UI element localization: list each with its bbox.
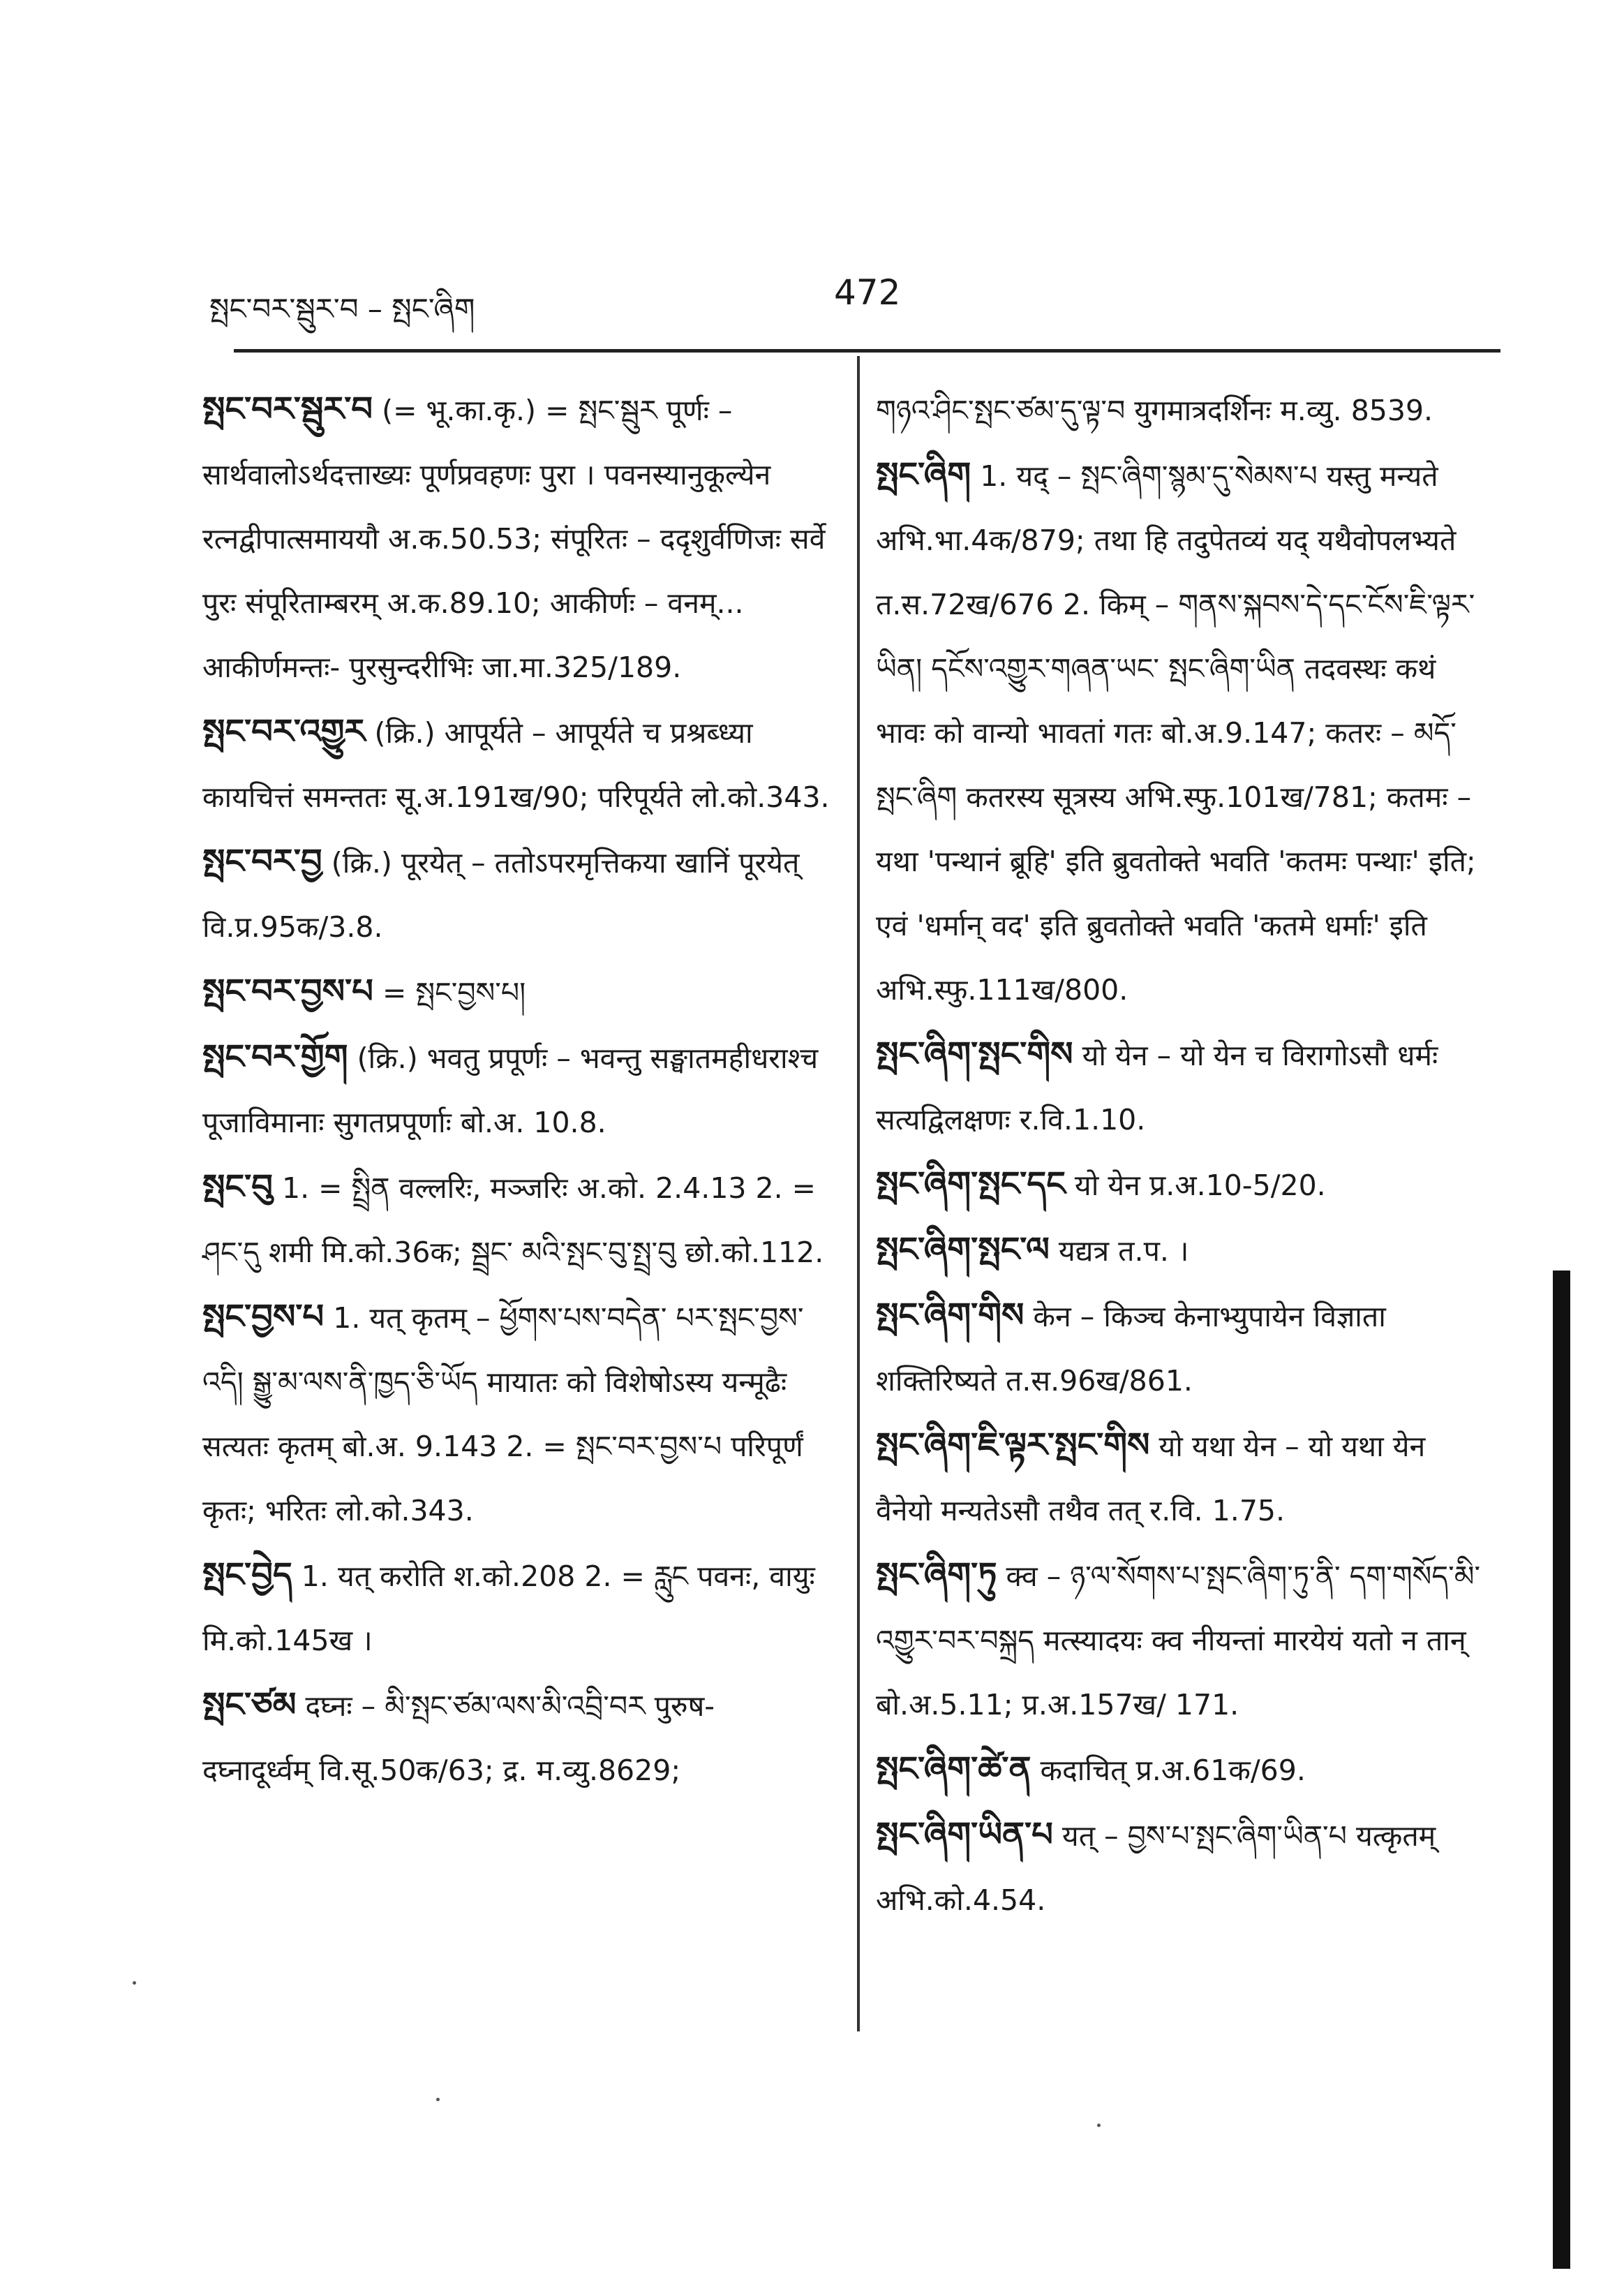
- dictionary-entry: [202, 699, 830, 829]
- dictionary-entry: [202, 1155, 830, 1284]
- dictionary-entry: [202, 1673, 830, 1802]
- scan-edge-shadow: [1553, 1271, 1570, 2269]
- headword: སྤང་ཞིག་སྤང་ལ: [876, 1230, 1050, 1269]
- headword: སྤང་ཞིག་སྤང་གིས: [876, 1035, 1073, 1074]
- scan-speck: [133, 1981, 136, 1985]
- scan-speck: [436, 2098, 440, 2101]
- dictionary-entry: [876, 443, 1487, 1022]
- right-column: [876, 377, 1487, 1932]
- dictionary-entry: [202, 1025, 830, 1155]
- scan-speck: [1097, 2124, 1101, 2127]
- headword: སྤང་ཞིག་ཡིན་པ: [876, 1815, 1053, 1854]
- headword: སྤང་ཞིག་ཇི་ལྟར་སྤང་གིས: [876, 1425, 1150, 1465]
- headword: སྤང་བྱེད: [202, 1555, 292, 1594]
- headword: སྤང་ཙམ: [202, 1685, 297, 1724]
- headword: སྤང་བར་འགྱུར: [202, 712, 366, 751]
- dictionary-entry: [202, 829, 830, 959]
- headword: སྤང་བར་སྦུར་བ: [202, 390, 373, 429]
- headword: སྤང་ཞིག་སྤང་དང: [876, 1164, 1066, 1203]
- entry-text: यत् – བྱས་པ་སྤང་ཞིག་ཡིན་པ यत्कृतम् अभि.को.4.54.: [876, 1819, 1436, 1917]
- entry-text: 1. = སྤྲིན वल्लरिः, मञ्जरिः अ.को. 2.4.13 2. = ཤང་དུ शमी मि.को.36क; སྦྲང་ མའི་སྤང་བུ་སྤྲ་བུ छो.को.112.: [202, 1171, 824, 1269]
- entry-text: (क्रि.) भवतु प्रपूर्णः – भवन्तु सङ्घातमहीधराश्च पूजाविमानाः सुगतप्रपूर्णाः बो.अ. 10.8.: [202, 1042, 819, 1139]
- dictionary-entry: [876, 1217, 1487, 1283]
- headword: སྤང་ཞིག: [876, 455, 971, 494]
- left-column: [202, 377, 830, 1802]
- entry-text: यो यथा येन – यो यथा येन वैनेयो मन्यतेऽसौ तथैव तत् र.वि. 1.75.: [876, 1430, 1426, 1527]
- page-number: 472: [834, 272, 901, 313]
- entry-text: (= भू.का.कृ.) = སྤང་སྦུར पूर्णः – सार्थवालोऽर्थदत्ताख्यः पूर्णप्रवहणः पुरा । पवनस्यानुकूल्येन रत्नद्वीपात्समाययौ अ.क.50.53; संपूरितः – ददृशुर्वणिजः सर्वे पुरः संपूरिताम्बरम् अ.क.89.10; आकीर्णः – वनम्... आकीर्णमन्तः- पुरसुन्दरीभिः जा.मा.325/189.: [202, 394, 826, 684]
- entry-text: 1. यद् – སྤང་ཞིག་སྙམ་དུ་སེམས་པ यस्तु मन्यते अभि.भा.4क/879; तथा हि तदुपेतव्यं यद् यथैवोपलभ्यते त.स.72ख/676 2. किम् – གནས་སྐབས་དེ་དང་ངོས་ཇི་ལྟར་ཡིན། དངོས་འགྱུར་གཞན་ཡང་ སྤང་ཞིག་ཡིན तदवस्थः कथं भावः को वान्यो भावतां गतः बो.अ.9.147; कतरः – མདོ་སྤང་ཞིག कतरस्य सूत्रस्य अभि.स्फु.101ख/781; कतमः – यथा 'पन्थानं ब्रूहि' इति ब्रुवतोक्ते भवति 'कतमः पन्थाः' इति; एवं 'धर्मान् वद' इति ब्रुवतोक्ते भवति 'कतमे धर्माः' इति अभि.स्फु.111ख/800.: [876, 459, 1476, 1007]
- dictionary-entry: [876, 1802, 1487, 1932]
- headword: སྤང་ཞིག་གིས: [876, 1296, 1025, 1335]
- entry-text: (क्रि.) आपूर्यते – आपूर्यते च प्रश्रब्ध्या कायचित्तं समन्ततः सू.अ.191ख/90; परिपूर्यते लो.को.343.: [202, 716, 830, 814]
- header-rule: [234, 349, 1500, 353]
- dictionary-entry: [876, 1022, 1487, 1152]
- dictionary-entry: [202, 1543, 830, 1673]
- entry-text: གཉའ་ཤིང་སྤང་ཙམ་དུ་ལྟ་བ युगमात्रदर्शिनः म.व्यु. 8539.: [876, 394, 1433, 427]
- entry-text: यो येन प्र.अ.10-5/20.: [1074, 1169, 1326, 1202]
- dictionary-entry: [876, 1543, 1487, 1737]
- dictionary-entry: [876, 1413, 1487, 1543]
- entry-text: यो येन – यो येन च विरागोऽसौ धर्मः सत्यद्विलक्षणः र.वि.1.10.: [876, 1039, 1438, 1136]
- entry-text: = སྤང་བྱས་པ།: [382, 976, 526, 1009]
- headword: སྤང་བྱས་པ: [202, 1297, 325, 1336]
- dictionary-entry: [202, 1284, 830, 1543]
- headword: སྤང་བར་བྱ: [202, 842, 322, 881]
- headword: སྤང་བུ: [202, 1167, 273, 1206]
- headword: སྤང་ཞིག་ཚེ་ན: [876, 1749, 1031, 1788]
- entry-text: (क्रि.) पूरयेत् – ततोऽपरमृत्तिकया खानिं पूरयेत् वि.प्र.95क/3.8.: [202, 846, 800, 944]
- dictionary-entry: [876, 377, 1487, 443]
- headword: སྤང་བར་བྱས་པ: [202, 972, 373, 1011]
- running-head: སྤང་བར་སྦུར་བ – སྤང་ཞིག: [209, 292, 475, 326]
- headword: སྤང་ཞིག་ཏུ: [876, 1555, 997, 1594]
- dictionary-entry: [876, 1283, 1487, 1413]
- dictionary-entry: [202, 959, 830, 1025]
- dictionary-entry: [876, 1737, 1487, 1802]
- dictionary-entry: [202, 377, 830, 699]
- column-divider: [857, 356, 860, 2031]
- headword: སྤང་བར་གྱོག: [202, 1037, 348, 1076]
- entry-text: क्व – ཉ་ལ་སོགས་པ་སྤང་ཞིག་ཏུ་ནི་ དག་གསོད་མི་འགྱུར་བར་བསྐྲད मत्स्यादयः क्व नीयन्तां मारयेयं यतो न तान् बो.अ.5.11; प्र.अ.157ख/ 171.: [876, 1560, 1481, 1721]
- entry-text: 1. यत् करोति श.को.208 2. = རླུང पवनः, वायुः मि.को.145ख ।: [202, 1560, 815, 1657]
- dictionary-entry: [876, 1152, 1487, 1217]
- entry-text: दघ्नः – མི་སྤང་ཙམ་ལས་མི་འབྲི་བར पुरुष- दघ्नादूर्ध्वम् वि.सू.50क/63; द्र. म.व्यु.8629;: [202, 1689, 715, 1787]
- entry-text: 1. यत् कृतम् – ཕྱོགས་པས་བདེན་ པར་སྤང་བྱས་འདི། སྒྱུ་མ་ལས་ནི་ཁྱད་ཅི་ཡོད मायातः को विशेषोऽस्य यन्मूढैः सत्यतः कृतम् बो.अ. 9.143 2. = སྤང་བར་བྱས་པ परिपूर्णं कृतः; भरितः लो.को.343.: [202, 1301, 804, 1527]
- entry-text: यद्यत्र त.प. ।: [1058, 1234, 1189, 1268]
- entry-text: कदाचित् प्र.अ.61क/69.: [1040, 1754, 1306, 1787]
- entry-text: केन – किञ्च केनाभ्युपायेन विज्ञाता शक्तिरिष्यते त.स.96ख/861.: [876, 1300, 1386, 1398]
